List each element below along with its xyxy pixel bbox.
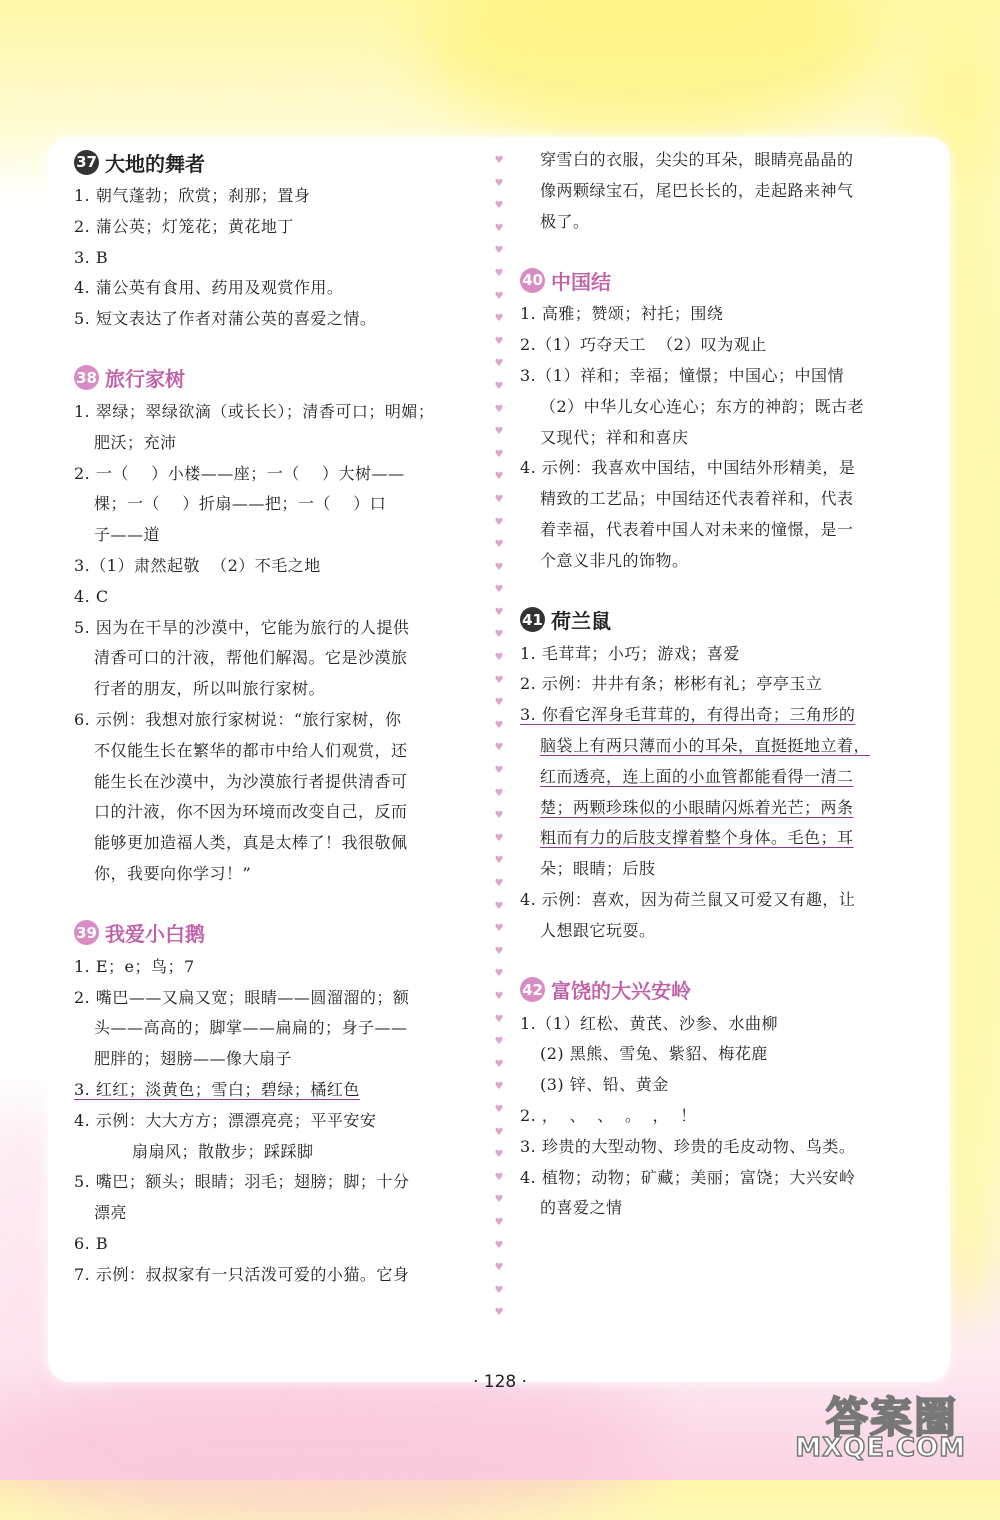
section-title: 大地的舞者 (105, 151, 205, 176)
heart-icon: ♥ (494, 177, 504, 189)
answer-text: 5. 因为在干旱的沙漠中，它能为旅行的人提供 (74, 617, 410, 637)
answer-text: 的喜爱之情 (540, 1198, 623, 1218)
heart-icon: ♥ (494, 448, 504, 460)
heart-icon: ♥ (494, 742, 504, 754)
answer-text: 4. C (74, 586, 109, 606)
answer-text: 肥沃；充沛 (94, 432, 177, 452)
answer-text: 能生长在沙漠中，为沙漠旅行者提供清香可 (94, 771, 408, 791)
answer-line (520, 361, 930, 392)
answer-text: 1. 朝气蓬勃；欣赏；刹那；置身 (74, 186, 311, 205)
answer-text: 个意义非凡的饰物。 (540, 550, 689, 570)
answer-text: (2) 黑熊、雪兔、紫貂、梅花鹿 (540, 1044, 768, 1064)
heart-icon: ♥ (494, 1126, 504, 1138)
left-column (74, 145, 484, 1317)
answer-text: 朵；眼睛；后肢 (540, 859, 656, 879)
answer-text: 子——道 (94, 525, 161, 545)
answer-line (520, 823, 930, 854)
heart-icon: ♥ (494, 629, 504, 641)
heart-icon: ♥ (494, 719, 504, 731)
answer-text: 着幸福，代表着中国人对未来的憧憬，是一 (540, 519, 854, 539)
answer-text: （2）中华儿女心连心；东方的神韵；既古老 (540, 396, 865, 416)
answer-text: 2. 蒲公英；灯笼花；黄花地丁 (74, 216, 294, 236)
heart-icon: ♥ (494, 832, 504, 844)
answer-text: 4. 示例：喜欢，因为荷兰鼠又可爱又有趣，让 (520, 889, 856, 909)
answer-line (74, 520, 484, 551)
section-title: 旅行家树 (105, 367, 185, 392)
heart-icon: ♥ (494, 584, 504, 596)
heart-icon: ♥ (494, 878, 504, 889)
answer-text: 行者的朋友，所以叫旅行家树。 (94, 679, 326, 699)
answer-line (520, 423, 930, 454)
answer-text: 人想跟它玩耍。 (540, 920, 656, 940)
answer-line (74, 1075, 484, 1106)
heart-icon: ♥ (494, 765, 504, 777)
answer-text: 6. B (74, 1233, 109, 1253)
heart-icon: ♥ (494, 1284, 504, 1296)
answer-line (74, 273, 484, 304)
answer-line (74, 705, 484, 736)
answer-line (74, 1137, 484, 1168)
answer-line (74, 952, 484, 983)
answer-text: 3. 红红；淡黄色；雪白；碧绿；橘红色 (74, 1079, 360, 1099)
answer-text: 脑袋上有两只薄而小的耳朵，直挺挺地立着， (540, 735, 871, 755)
heart-icon: ♥ (494, 945, 504, 957)
answer-text: 3. B (74, 247, 109, 267)
answer-text: 1. 翠绿；翠绿欲滴（或长长）；清香可口；明媚； (74, 401, 435, 421)
answer-line (520, 762, 930, 793)
heart-icon: ♥ (494, 1036, 504, 1048)
answer-text: 5. 短文表达了作者对蒲公英的喜爱之情。 (74, 309, 377, 329)
answer-line (520, 1132, 930, 1163)
answer-text: 4. 植物；动物；矿藏；美丽；富饶；大兴安岭 (520, 1167, 856, 1187)
answer-text: 头——高高的；脚掌——扁扁的；身子—— (94, 1018, 408, 1038)
heart-icon: ♥ (494, 335, 504, 347)
answer-line (520, 793, 930, 824)
answer-text: 你，我要向你学习！” (94, 863, 252, 883)
answer-line (74, 1229, 484, 1260)
section-heading (74, 145, 484, 179)
heart-icon: ♥ (494, 200, 504, 212)
answer-line (520, 546, 930, 577)
heart-icon: ♥ (494, 155, 504, 166)
heart-icon: ♥ (494, 222, 504, 234)
section-title: 富饶的大兴安岭 (551, 979, 691, 1004)
heart-icon: ♥ (494, 787, 504, 799)
heart-icon: ♥ (494, 652, 504, 664)
answer-line (74, 489, 484, 520)
section-41 (520, 603, 930, 947)
answer-text: 5. 嘴巴；额头；眼睛；羽毛；翅膀；脚；十分 (74, 1172, 410, 1192)
answer-line (74, 212, 484, 243)
section-heading (74, 916, 484, 950)
answer-line (74, 304, 484, 335)
watermark-logo (780, 1385, 970, 1471)
answer-line (520, 669, 930, 700)
answer-text: 不仅能生长在繁华的都市中给人们观赏，还 (94, 740, 408, 760)
answer-line (520, 1101, 930, 1132)
watermark-url: MXQE.COM (795, 1433, 966, 1463)
section-number-badge: 39 (74, 920, 99, 945)
answer-text: 2. 嘴巴——又扁又宽；眼睛——圆溜溜的；额 (74, 987, 410, 1007)
answer-text: 2. 一（ ）小楼——座；一（ ）大树—— (74, 463, 405, 483)
heart-icon: ♥ (494, 1194, 504, 1206)
answer-line (520, 916, 930, 947)
heart-icon: ♥ (494, 471, 504, 483)
section-continued (520, 145, 930, 237)
answer-text: 1.（1）红松、黄芪、沙参、水曲柳 (520, 1013, 778, 1033)
answer-line (520, 453, 930, 484)
heart-icon: ♥ (494, 1013, 504, 1025)
answer-text: 肥胖的；翅膀——像大扇子 (94, 1049, 293, 1069)
section-number-badge: 37 (74, 150, 99, 175)
answer-text: 2.（1）巧夺天工 （2）叹为观止 (520, 335, 767, 355)
answer-text: 扇扇风；散散步；踩踩脚 (132, 1141, 314, 1161)
answer-line (520, 885, 930, 916)
heart-icon: ♥ (494, 990, 504, 1002)
answer-line (520, 484, 930, 515)
heart-icon: ♥ (494, 245, 504, 257)
heart-icon: ♥ (494, 493, 504, 505)
answer-text: 棵；一（ ）折扇——把；一（ ）口 (94, 494, 387, 514)
section-38 (74, 361, 484, 890)
answer-line (520, 1039, 930, 1070)
answer-text: 3. 珍贵的大型动物、珍贵的毛皮动物、鸟类。 (520, 1136, 856, 1156)
heart-icon: ♥ (494, 1239, 504, 1251)
answer-text: 清香可口的汁液，帮他们解渴。它是沙漠旅 (94, 648, 408, 668)
answer-text: 2. 示例：井井有条；彬彬有礼；亭亭玉立 (520, 674, 823, 694)
heart-icon: ♥ (494, 313, 504, 325)
answer-line (74, 643, 484, 674)
answer-text: 1. 高雅；赞颂；衬托；围绕 (520, 304, 724, 324)
answer-text: 2. ， 、 、 。 ， ！ (520, 1105, 697, 1125)
heart-icon: ♥ (494, 380, 504, 392)
heart-icon: ♥ (494, 923, 504, 935)
heart-icon: ♥ (494, 674, 504, 686)
heart-icon: ♥ (494, 516, 504, 528)
watermark-text: 答案圈 (825, 1393, 958, 1442)
section-title: 中国结 (551, 269, 611, 294)
answer-line (74, 181, 484, 212)
answer-line (74, 1044, 484, 1075)
answer-line (74, 767, 484, 798)
answer-line (520, 854, 930, 885)
answer-text: 口的汁液，你不因为环境而改变自己，反而 (94, 802, 408, 822)
answer-line (520, 700, 930, 731)
answer-line (520, 145, 930, 176)
heart-icon: ♥ (494, 810, 504, 822)
answer-text: 楚；两颗珍珠似的小眼睛闪烁着光芒；两条 (540, 797, 854, 817)
answer-line (74, 1260, 484, 1291)
answer-line (74, 1106, 484, 1137)
answer-line (520, 1070, 930, 1101)
answer-line (74, 243, 484, 274)
answer-text: 极了。 (540, 211, 590, 231)
answer-line (74, 459, 484, 490)
answer-line (520, 731, 930, 762)
section-37 (74, 145, 484, 335)
answer-text: 精致的工艺品；中国结还代表着祥和，代表 (540, 489, 854, 509)
answer-line (74, 428, 484, 459)
answer-line (520, 392, 930, 423)
answer-text: 6. 示例：我想对旅行家树说：“旅行家树，你 (74, 709, 402, 729)
answer-text: 穿雪白的衣服，尖尖的耳朵，眼睛亮晶晶的 (540, 150, 854, 169)
answer-text: 3.（1）肃然起敬 （2）不毛之地 (74, 555, 321, 575)
heart-icon: ♥ (494, 606, 504, 618)
answer-line (520, 639, 930, 670)
heart-icon: ♥ (494, 358, 504, 370)
section-number-badge: 42 (520, 977, 545, 1002)
section-title: 我爱小白鹅 (105, 922, 205, 947)
answer-text: 又现代；祥和和喜庆 (540, 427, 689, 447)
heart-icon: ♥ (494, 267, 504, 279)
answer-line (74, 1013, 484, 1044)
heart-icon: ♥ (494, 290, 504, 302)
answer-text: 1. E；e；鸟；7 (74, 956, 195, 976)
section-heading (520, 973, 930, 1007)
answer-text: 漂亮 (94, 1203, 128, 1223)
answer-line (520, 1193, 930, 1224)
heart-icon: ♥ (494, 1103, 504, 1115)
section-title: 荷兰鼠 (551, 609, 611, 634)
answer-line (74, 983, 484, 1014)
answer-line (74, 797, 484, 828)
answer-line (74, 397, 484, 428)
answer-line (520, 176, 930, 207)
section-heading (520, 263, 930, 297)
section-heading (520, 603, 930, 637)
answer-line (74, 674, 484, 705)
section-39 (74, 916, 484, 1291)
section-heading (74, 361, 484, 395)
answer-line (520, 515, 930, 546)
answer-text: 像两颗绿宝石，尾巴长长的，走起路来神气 (540, 180, 854, 200)
section-number-badge: 40 (520, 268, 545, 293)
answer-line (74, 736, 484, 767)
answer-text: 4. 示例：我喜欢中国结，中国结外形精美，是 (520, 458, 856, 478)
answer-line (74, 551, 484, 582)
answer-line (74, 859, 484, 890)
answer-line (520, 299, 930, 330)
answer-text: 3.（1）祥和；幸福；憧憬；中国心；中国情 (520, 365, 844, 385)
answer-line (74, 1167, 484, 1198)
answer-text: 红而透亮，连上面的小血管都能看得一清二 (540, 766, 854, 786)
section-number-badge: 38 (74, 365, 99, 390)
heart-icon: ♥ (494, 1262, 504, 1274)
answer-line (520, 330, 930, 361)
section-40 (520, 263, 930, 576)
heart-icon: ♥ (494, 426, 504, 438)
section-number-badge: 41 (520, 607, 545, 632)
heart-icon: ♥ (494, 968, 504, 980)
page-number: · 128 · (472, 1372, 528, 1392)
answer-text: 粗而有力的后肢支撑着整个身体。毛色；耳 (540, 828, 854, 848)
heart-icon: ♥ (494, 900, 504, 912)
answer-text: 7. 示例：叔叔家有一只活泼可爱的小猫。它身 (74, 1264, 410, 1284)
heart-icon: ♥ (494, 1216, 504, 1228)
right-column (520, 145, 930, 1250)
heart-divider (494, 150, 504, 1340)
answer-text: (3) 锌、铅、黄金 (540, 1075, 669, 1095)
answer-line (74, 582, 484, 613)
answer-text: 3. 你看它浑身毛茸茸的，有得出奇；三角形的 (520, 705, 856, 725)
heart-icon: ♥ (494, 1307, 504, 1319)
heart-icon: ♥ (494, 561, 504, 573)
heart-icon: ♥ (494, 1171, 504, 1183)
heart-icon: ♥ (494, 1058, 504, 1070)
answer-line (520, 207, 930, 238)
answer-line (520, 1163, 930, 1194)
answer-line (520, 1009, 930, 1040)
heart-icon: ♥ (494, 403, 504, 415)
answer-text: 4. 蒲公英有食用、药用及观赏作用。 (74, 278, 344, 298)
heart-icon: ♥ (494, 539, 504, 551)
heart-icon: ♥ (494, 1081, 504, 1093)
heart-icon: ♥ (494, 697, 504, 709)
answer-text: 能够更加造福人类，真是太棒了！我很敬佩 (94, 833, 408, 853)
answer-line (74, 1198, 484, 1229)
section-42 (520, 973, 930, 1225)
answer-text: 4. 示例：大大方方；漂漂亮亮；平平安安 (74, 1110, 377, 1130)
answer-line (74, 828, 484, 859)
heart-icon: ♥ (494, 855, 504, 867)
answer-text: 1. 毛茸茸；小巧；游戏；喜爱 (520, 643, 740, 663)
answer-line (74, 613, 484, 644)
heart-icon: ♥ (494, 1149, 504, 1161)
